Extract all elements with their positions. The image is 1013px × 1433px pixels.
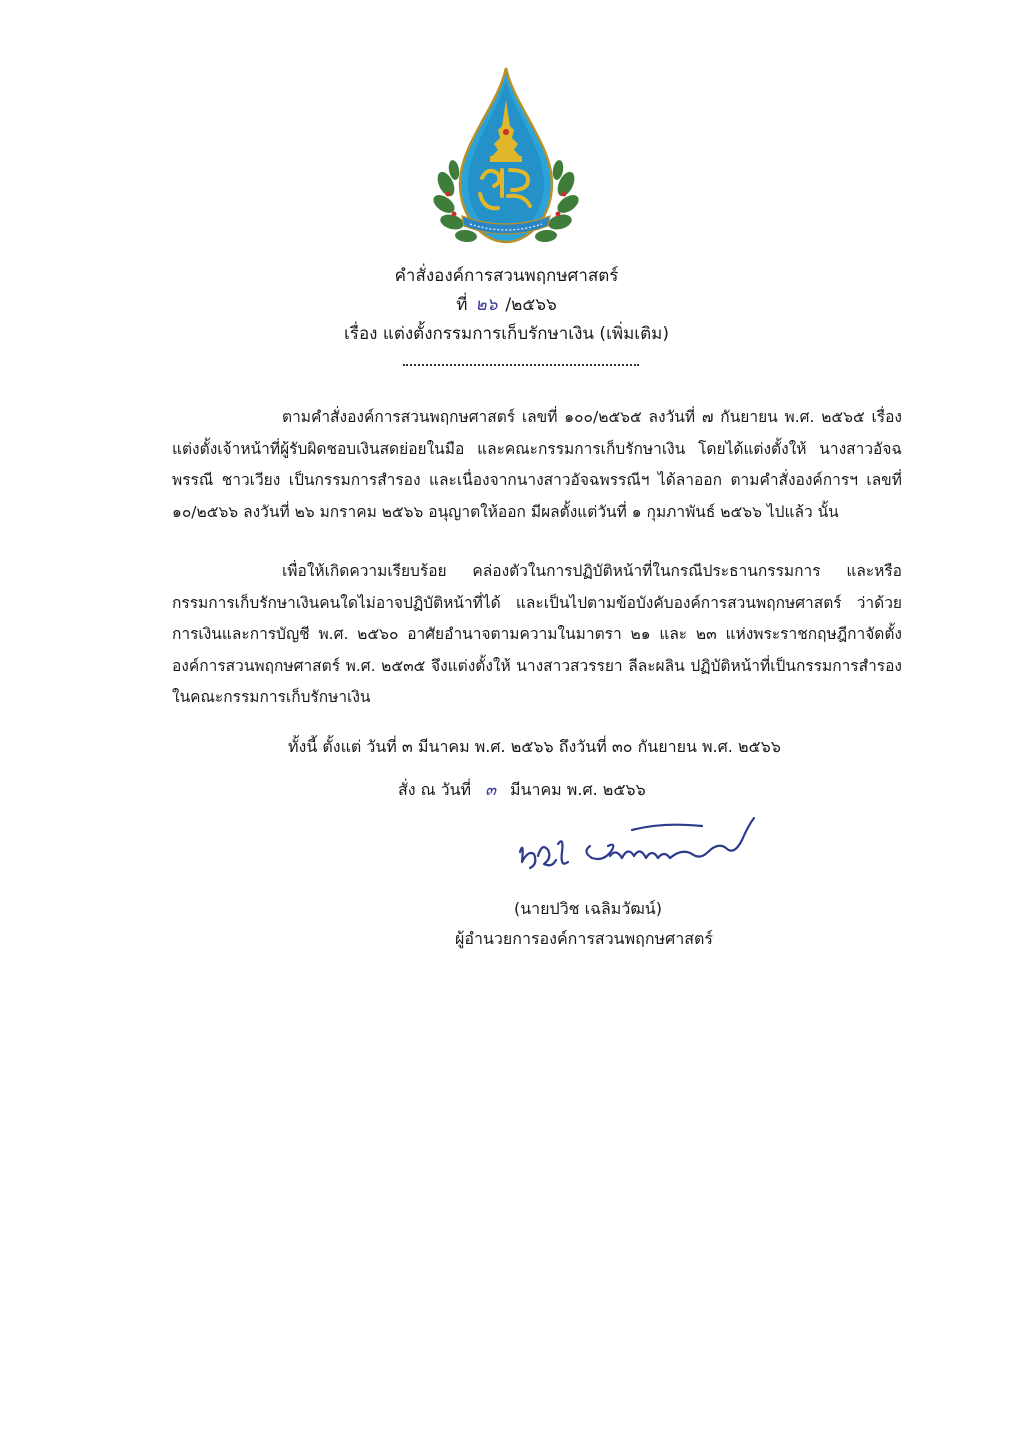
order-subject: เรื่อง แต่งตั้งกรรมการเก็บรักษาเงิน (เพิ่มเติม)	[344, 324, 669, 344]
dotted-divider	[403, 352, 639, 366]
given-date-day: ๓	[485, 780, 496, 799]
signer-position: ผู้อำนวยการองค์การสวนพฤกษศาสตร์	[455, 929, 713, 948]
signer-name: (นายปวิช เฉลิมวัฒน์)	[514, 899, 662, 918]
given-date	[398, 777, 646, 803]
given-date-suffix: มีนาคม พ.ศ. ๒๕๖๖	[510, 780, 646, 799]
emblem-icon	[432, 66, 580, 252]
order-number-value: ๒๖	[475, 295, 498, 315]
given-date-prefix: สั่ง ณ วันที่	[398, 780, 472, 799]
order-number-year: /๒๕๖๖	[505, 295, 557, 315]
order-number	[0, 293, 1013, 317]
order-title: คำสั่งองค์การสวนพฤกษศาสตร์	[394, 266, 619, 286]
signature-icon	[512, 812, 762, 884]
order-number-prefix: ที่	[456, 295, 468, 315]
body-paragraph-2: เพื่อให้เกิดความเรียบร้อย คล่องตัวในการปฏิบัติหน้าที่ในกรณีประธานกรรมการ และหรือกรรมการเก็บรักษาเงินคนใดไม่อาจปฏิบัติหน้าที่ได้ และเป็นไปตามข้อบังคับองค์การสวนพฤกษศาสตร์ ว่าด้วยการเงินและการบัญชี พ.ศ. ๒๕๖๐ อาศัยอำนาจตามความในมาตรา ๒๑ และ ๒๓ แห่งพระราชกฤษฎีกาจัดตั้งองค์การสวนพฤกษศาสตร์ พ.ศ. ๒๕๓๕ จึงแต่งตั้งให้ นางสาวสวรรยา ลีละผลิน ปฏิบัติหน้าที่เป็นกรรมการสำรอง ในคณะกรรมการเก็บรักษาเงิน	[172, 562, 902, 707]
effective-period: ทั้งนี้ ตั้งแต่ วันที่ ๓ มีนาคม พ.ศ. ๒๕๖๖ ถึงวันที่ ๓๐ กันยายน พ.ศ. ๒๕๖๖	[288, 737, 781, 756]
body-paragraph-1: ตามคำสั่งองค์การสวนพฤกษศาสตร์ เลขที่ ๑๐๐/๒๕๖๕ ลงวันที่ ๗ กันยายน พ.ศ. ๒๕๖๕ เรื่อง แต่งตั้งเจ้าหน้าที่ผู้รับผิดชอบเงินสดย่อยในมือ และคณะกรรมการเก็บรักษาเงิน โดยได้แต่งตั้งให้ นางสาวอัจฉพรรณี ชาวเวียง เป็นกรรมการสำรอง และเนื่องจากนางสาวอัจฉพรรณีฯ ได้ลาออก ตามคำสั่งองค์การฯ เลขที่ ๑๐/๒๕๖๖ ลงวันที่ ๒๖ มกราคม ๒๕๖๖ อนุญาตให้ออก มีผลตั้งแต่วันที่ ๑ กุมภาพันธ์ ๒๕๖๖ ไปแล้ว นั้น	[172, 408, 902, 521]
